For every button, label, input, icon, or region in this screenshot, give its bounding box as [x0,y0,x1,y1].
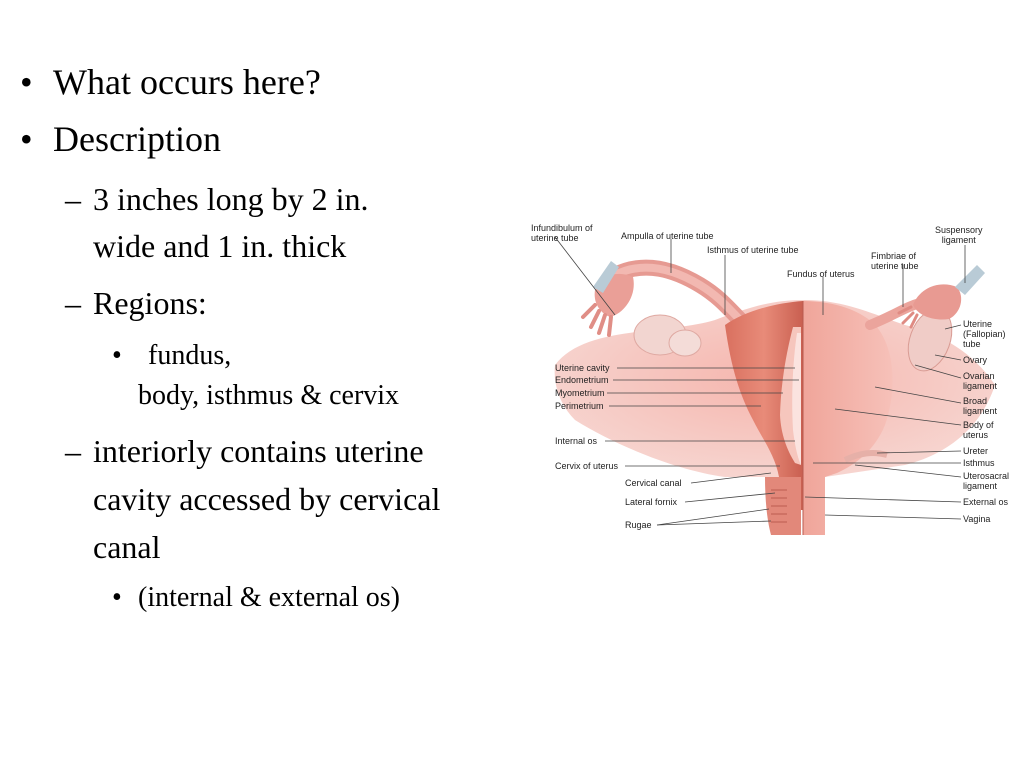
label-line: Suspensory [935,225,983,235]
label-lateral-fornix: Lateral fornix [625,497,678,507]
label-rugae: Rugae [625,520,652,530]
dash-marker: – [65,181,81,217]
label-endometrium: Endometrium [555,375,609,385]
label-uterine-cavity: Uterine cavity [555,363,610,373]
label-line: ligament [963,406,998,416]
label-line: Infundibulum of [531,223,593,233]
label-line: uterine tube [871,261,919,271]
label-line: ligament [963,381,998,391]
sub-bullet-text-line: cavity accessed by cervical [93,481,441,517]
label-ovarian-ligament [963,371,997,391]
label-line: (Fallopian) [963,329,1006,339]
bullet-text: Description [53,119,221,159]
label-broad-ligament [963,396,997,416]
label-line: Uterine [963,319,993,329]
uterus-anatomy-figure [525,215,1024,545]
label-myometrium: Myometrium [555,388,605,398]
dash-marker: – [65,433,81,469]
label-cervix: Cervix of uterus [555,461,619,471]
label-isthmus: Isthmus [963,458,995,468]
label-line: uterine tube [531,233,579,243]
sub-bullet-text-line: canal [93,529,161,565]
label-cervical-canal: Cervical canal [625,478,682,488]
label-ovary: Ovary [963,355,988,365]
sub-bullet-text-line: interiorly contains uterine [93,433,424,469]
bullet-marker: • [20,119,33,159]
label-fimbriae [871,251,919,271]
label-body [963,420,994,440]
bullet-marker: • [20,62,33,102]
dash-marker: – [65,285,81,321]
label-perimetrium: Perimetrium [555,401,604,411]
bullet-text: What occurs here? [53,62,321,102]
label-line: ligament [963,481,998,491]
label-external-os: External os [963,497,1009,507]
bullet-marker: • [112,340,122,371]
label-uterine-tube [963,319,1006,349]
sub-sub-bullet-text-line: body, isthmus & cervix [138,380,400,411]
label-line: Ovarian [963,371,995,381]
sub-bullet-text-line: 3 inches long by 2 in. [93,181,369,217]
label-uterosacral [963,471,1009,491]
label-infundibulum [531,223,593,243]
label-fundus: Fundus of uterus [787,269,855,279]
label-line: tube [963,339,981,349]
label-line: ligament [941,235,976,245]
label-isthmus-tube: Isthmus of uterine tube [707,245,799,255]
sub-sub-bullet-text-line: fundus, [148,340,232,371]
sub-bullet-text-line: wide and 1 in. thick [93,228,347,264]
label-line: Body of [963,420,994,430]
label-ureter: Ureter [963,446,989,456]
label-ampulla: Ampulla of uterine tube [621,231,714,241]
label-suspensory [935,225,983,245]
sub-bullet-text: Regions: [93,285,207,321]
label-vagina: Vagina [963,514,991,524]
label-line: Fimbriae of [871,251,917,261]
bullet-marker: • [112,582,122,613]
label-line: Uterosacral [963,471,1010,481]
label-line: uterus [963,430,989,440]
label-internal-os: Internal os [555,436,598,446]
label-line: Broad [963,396,988,406]
sub-sub-bullet-text: (internal & external os) [138,582,401,613]
